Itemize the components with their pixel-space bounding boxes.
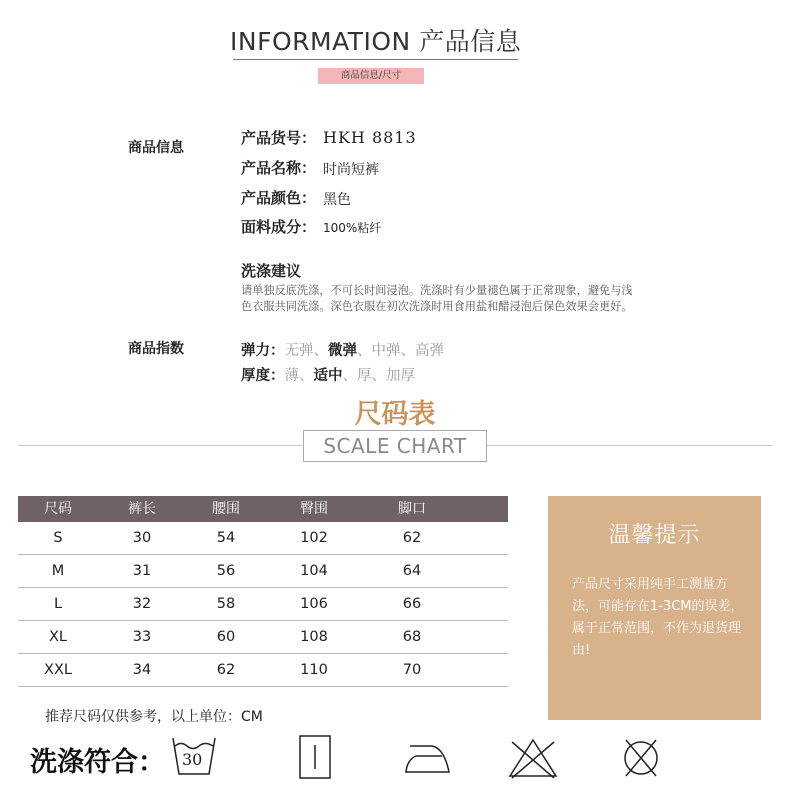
table-cell: 33 (132, 629, 152, 645)
column-header: 臀围 (300, 501, 328, 517)
table-row (18, 555, 508, 588)
column-header: 裤长 (128, 501, 156, 517)
table-cell: 68 (402, 629, 422, 645)
scale-chart-label: SCALE CHART (303, 430, 487, 462)
table-cell: 110 (300, 662, 328, 678)
thickness-option: 薄 (284, 368, 299, 384)
option-separator: 、 (342, 368, 357, 384)
hang-dry-icon (296, 733, 334, 781)
option-separator: 、 (371, 368, 386, 384)
option-separator: 、 (299, 368, 314, 384)
care-label: 洗涤符合： (30, 747, 165, 778)
product-code-label: 产品货号： (241, 129, 317, 147)
elasticity-option-selected: 微弹 (328, 343, 357, 359)
thickness-label: 厚度： (241, 368, 285, 384)
product-name-value: 时尚短裤 (323, 162, 379, 178)
table-cell: L (53, 596, 63, 612)
fabric-label: 面料成分： (241, 218, 317, 236)
size-note: 推荐尺码仅供参考，以上单位：CM (45, 709, 263, 725)
option-separator: 、 (357, 343, 372, 359)
table-row (18, 522, 508, 555)
elasticity-label: 弹力： (241, 343, 285, 359)
section-tag: 商品信息/尺寸 (318, 68, 424, 84)
table-cell: 108 (300, 629, 328, 645)
table-cell: 62 (402, 530, 422, 546)
elasticity-option: 中弹 (371, 343, 401, 359)
table-cell: 34 (132, 662, 152, 678)
table-cell: 62 (216, 662, 236, 678)
product-color-label: 产品颜色： (241, 189, 317, 207)
washing-advice-title: 洗涤建议 (241, 262, 302, 280)
table-cell: 66 (402, 596, 422, 612)
table-cell: M (51, 563, 65, 579)
thickness-option-selected: 适中 (313, 368, 343, 384)
tips-box (548, 496, 761, 720)
divider-right (487, 445, 772, 446)
thickness-option: 加厚 (386, 368, 415, 384)
table-header-row (18, 496, 508, 522)
size-chart-title: 尺码表 (354, 399, 436, 430)
table-cell: 58 (216, 596, 236, 612)
column-header: 尺码 (44, 501, 72, 517)
table-row (18, 654, 508, 687)
tips-text: 产品尺寸采用纯手工测量方法，可能存在1-3CM的误差，属于正常范围，不作为退货理由! (572, 577, 744, 658)
no-tumble-dry-icon (618, 734, 664, 782)
table-cell: 54 (216, 530, 236, 546)
table-cell: 64 (402, 563, 422, 579)
title-underline (233, 59, 518, 60)
wash-temp-label: 30 (182, 750, 203, 769)
tips-title: 温馨提示 (608, 523, 701, 548)
elasticity-row (241, 339, 444, 360)
table-cell: 30 (132, 530, 152, 546)
product-name-label: 产品名称： (241, 159, 317, 177)
table-cell: S (53, 530, 63, 546)
option-separator: 、 (400, 343, 415, 359)
fabric-value: 100%粘纤 (323, 221, 382, 235)
product-index-section-label: 商品指数 (128, 341, 184, 357)
product-code-value: HKH 8813 (323, 128, 417, 147)
wash-30-icon (170, 734, 218, 780)
table-cell: 70 (402, 662, 422, 678)
thickness-option: 厚 (357, 368, 372, 384)
table-cell: XXL (44, 662, 72, 678)
product-info-section-label: 商品信息 (128, 140, 184, 156)
washing-advice-text: 请单独反底洗涤，不可长时间浸泡。洗涤时有少量褪色属于正常现象，避免与浅色衣服共同洗涤。深色衣服在初次洗涤时用食用盐和醋浸泡后保色效果会更好。 (241, 284, 633, 313)
divider-left (18, 445, 303, 446)
column-header: 腰围 (212, 501, 240, 517)
table-cell: 32 (132, 596, 152, 612)
table-cell: XL (48, 629, 67, 645)
no-bleach-icon (506, 736, 560, 780)
option-separator: 、 (313, 343, 328, 359)
thickness-row (241, 364, 415, 385)
iron-icon (402, 740, 456, 776)
table-cell: 60 (216, 629, 236, 645)
size-table (18, 496, 508, 687)
table-cell: 102 (300, 530, 328, 546)
table-cell: 56 (216, 563, 236, 579)
table-cell: 31 (132, 563, 152, 579)
product-color-value: 黑色 (323, 192, 351, 208)
page-title: INFORMATION 产品信息 (230, 27, 522, 56)
column-header: 脚口 (398, 501, 426, 517)
table-row (18, 621, 508, 654)
elasticity-option: 无弹 (284, 343, 314, 359)
table-cell: 104 (300, 563, 328, 579)
table-row (18, 588, 508, 621)
elasticity-option: 高弹 (415, 343, 444, 359)
table-cell: 106 (300, 596, 328, 612)
